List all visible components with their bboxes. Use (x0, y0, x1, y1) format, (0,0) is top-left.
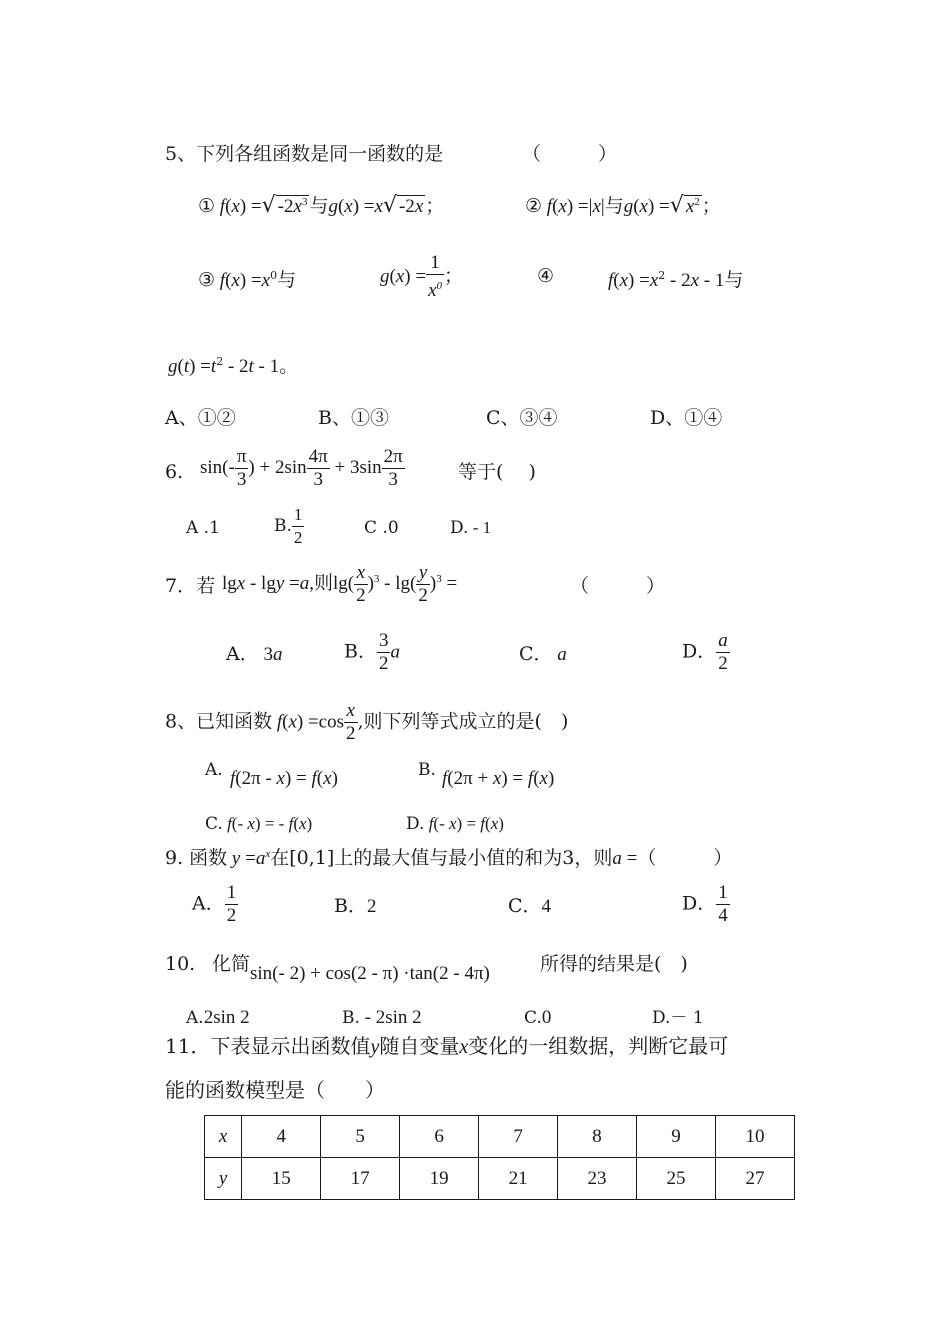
q6-option-d: D. - 1 (450, 518, 492, 538)
table-cell: 7 (479, 1116, 558, 1158)
q10-num: 10. (165, 953, 196, 975)
q10-tail: 所得的结果是( ) (540, 953, 688, 975)
q7-bracket: （ ） (570, 575, 666, 597)
q5-item-1: ① f(x) =√ $-2x^3$ 与g(x) =x√ -2x ； (198, 193, 445, 218)
q9-option-a: A． $\frac{1}{2}$ (192, 882, 237, 926)
q10-expression: sin(- 2) + cos(2 - π) ·tan(2 - 4π) (250, 963, 490, 984)
q5-item-3: ③ $f(x) =x^0$与 (198, 269, 297, 291)
q7-num: 7．若 (165, 575, 216, 597)
q10-option-b: B. - 2sin 2 (342, 1007, 422, 1028)
q10-option-c: C.0 (524, 1007, 552, 1028)
table-cell: 10 (715, 1116, 794, 1158)
q8-stem: 8、已知函数 f(x) =cos $\frac{x}{2}$ ,则下列等式成立的是( ) (165, 700, 569, 744)
table-cell: 9 (637, 1116, 716, 1158)
q6-num: 6. (165, 461, 184, 483)
q11-data-table (204, 1115, 795, 1200)
table-cell: 8 (558, 1116, 637, 1158)
q8-option-a-eq: f(2π - x) = f(x) (230, 768, 338, 789)
table-cell: 19 (400, 1158, 479, 1200)
q5-bracket: （ ） (522, 143, 618, 165)
q5-item-3-g: g(x) = $\frac{1}{x^0}$ ； (380, 252, 464, 301)
q5-item-4: ④ (537, 265, 555, 287)
q9-option-c: C．4 (508, 895, 552, 917)
table-row-x (205, 1116, 795, 1158)
table-cell: 23 (558, 1158, 637, 1200)
q9-option-b: B．2 (334, 895, 377, 917)
q7-option-c: C． a (519, 643, 567, 665)
q5-item-2: ② f(x) =|x|与g(x) =√ $x^2$ ； (525, 193, 721, 218)
q6-option-a: A .1 (186, 518, 220, 538)
q8-option-c: C. f(- x) = - f(x) (205, 814, 313, 834)
q5-option-d: D、①④ (650, 407, 723, 429)
q6-expression: sin(- $\frac{\pi}{3}$ ) + 2sin $\frac{4\pi}{3}$ + 3sin $\frac{2\pi}{3}$ (200, 446, 403, 490)
table-header-y: y (205, 1158, 242, 1200)
table-header-x: x (205, 1116, 242, 1158)
q5-option-a: A、①② (165, 407, 236, 429)
table-cell: 15 (242, 1158, 321, 1200)
table-cell: 6 (400, 1116, 479, 1158)
q5-option-c: C、③④ (486, 407, 558, 429)
q11-line-2: 能的函数模型是（ ） (165, 1078, 385, 1102)
q9-stem: 9. 函数 $y =a^x$在[0,1]上的最大值与最小值的和为3，则a =（ ） (165, 847, 733, 869)
q7-option-b: B． $\frac{3}{2}$ a (344, 630, 400, 674)
table-cell: 17 (321, 1158, 400, 1200)
table-cell: 21 (479, 1158, 558, 1200)
q9-option-b-value: 2 (366, 896, 377, 917)
q5-item-4-g: $g(t) =t^2 - 2t - 1$。 (168, 355, 299, 377)
table-row-y (205, 1158, 795, 1200)
q7-expression: lgx - lgy =a,则lg( $\frac{x}{2}$ )$^3$ - lg( $\frac{y}{2}$ )$^3$ = (222, 562, 458, 606)
table-cell: 25 (637, 1158, 716, 1200)
q10-option-d: D.－ 1 (652, 1008, 704, 1028)
q6-tail: 等于( ) (458, 461, 536, 483)
q5-item-4-f: $f(x) =x^2 - 2x - 1$与 (608, 269, 744, 291)
q6-option-c: C .0 (364, 518, 399, 538)
q11-line-1: 11．下表显示出函数值y随自变量x变化的一组数据，判断它最可 (165, 1034, 729, 1058)
q10-option-a: A.2sin 2 (186, 1007, 250, 1028)
q5-option-b: B、①③ (318, 407, 389, 429)
q7-option-a: A． 3a (226, 643, 283, 665)
table-cell: 5 (321, 1116, 400, 1158)
q9-option-c-value: 4 (541, 896, 552, 917)
table-cell: 4 (242, 1116, 321, 1158)
q6-option-b: B. $\frac{1}{2}$ (274, 505, 303, 547)
q8-option-a: A. (205, 760, 223, 780)
q8-option-d: D. f(- x) = f(x) (406, 814, 504, 834)
q9-option-d: D． $\frac{1}{4}$ (682, 882, 728, 926)
table-cell: 27 (715, 1158, 794, 1200)
q5-stem: 5、下列各组函数是同一函数的是 (165, 143, 444, 165)
q7-option-d: D． $\frac{a}{2}$ (682, 630, 728, 674)
q8-option-b-eq: f(2π + x) = f(x) (442, 768, 555, 789)
q8-option-b: B. (418, 760, 436, 780)
q10-label: 化简 (212, 953, 251, 975)
